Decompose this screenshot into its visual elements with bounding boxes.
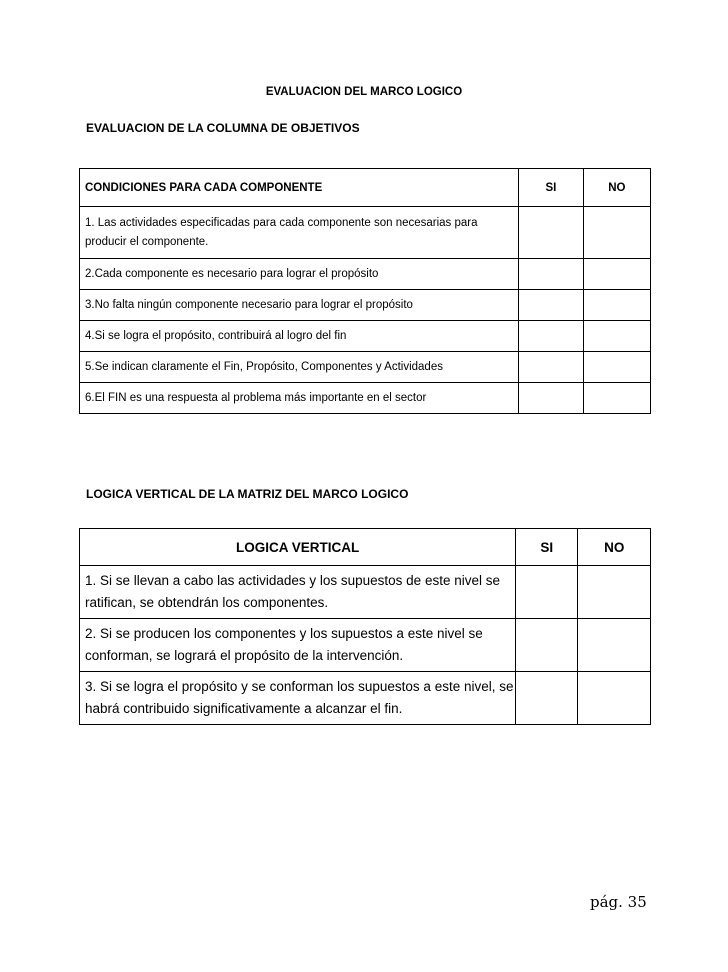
condition-text: 1. Las actividades especificadas para cada componente son necesarias para producir el componente. xyxy=(80,207,519,259)
si-cell[interactable] xyxy=(519,321,583,352)
table-header-row xyxy=(80,169,651,207)
si-cell[interactable] xyxy=(516,619,578,672)
table-header-row xyxy=(80,529,651,566)
table-row xyxy=(80,321,651,352)
logica-text: 3. Si se logra el propósito y se conforman los supuestos a este nivel, se habrá contribuido significativamente a alcanzar el fin. xyxy=(80,672,516,725)
table-row xyxy=(80,566,651,619)
section-title-objetivos: EVALUACION DE LA COLUMNA DE OBJETIVOS xyxy=(86,121,360,135)
table-row xyxy=(80,207,651,259)
no-cell[interactable] xyxy=(583,383,650,414)
si-cell[interactable] xyxy=(519,383,583,414)
no-cell[interactable] xyxy=(583,207,650,259)
si-cell[interactable] xyxy=(519,259,583,290)
column-header-si: SI xyxy=(519,169,583,207)
si-cell[interactable] xyxy=(519,352,583,383)
no-cell[interactable] xyxy=(578,672,651,725)
column-header-no: NO xyxy=(578,529,651,566)
document-title: EVALUACION DEL MARCO LOGICO xyxy=(265,86,463,98)
si-cell[interactable] xyxy=(516,566,578,619)
no-cell[interactable] xyxy=(583,290,650,321)
si-cell[interactable] xyxy=(519,207,583,259)
column-header-si: SI xyxy=(516,529,578,566)
page-number: pág. 35 xyxy=(590,893,647,911)
logica-text: 1. Si se llevan a cabo las actividades y los supuestos de este nivel se ratifican, se obtendrán los componentes. xyxy=(80,566,516,619)
condition-text: 2.Cada componente es necesario para lograr el propósito xyxy=(80,259,519,290)
section-title-logica-vertical: LOGICA VERTICAL DE LA MATRIZ DEL MARCO LOGICO xyxy=(86,487,409,501)
logica-vertical-table xyxy=(79,528,651,725)
condition-text: 4.Si se logra el propósito, contribuirá al logro del fin xyxy=(80,321,519,352)
no-cell[interactable] xyxy=(578,566,651,619)
condition-text: 6.El FIN es una respuesta al problema más importante en el sector xyxy=(80,383,519,414)
no-cell[interactable] xyxy=(578,619,651,672)
table-row xyxy=(80,352,651,383)
column-header-logica-vertical: LOGICA VERTICAL xyxy=(80,529,516,566)
table-row xyxy=(80,619,651,672)
no-cell[interactable] xyxy=(583,259,650,290)
si-cell[interactable] xyxy=(519,290,583,321)
column-header-condiciones: CONDICIONES PARA CADA COMPONENTE xyxy=(80,169,519,207)
si-cell[interactable] xyxy=(516,672,578,725)
table-row xyxy=(80,259,651,290)
logica-text: 2. Si se producen los componentes y los supuestos a este nivel se conforman, se logrará el propósito de la intervención. xyxy=(80,619,516,672)
conditions-table xyxy=(79,168,651,414)
no-cell[interactable] xyxy=(583,321,650,352)
table-row xyxy=(80,383,651,414)
condition-text: 3.No falta ningún componente necesario para lograr el propósito xyxy=(80,290,519,321)
condition-text: 5.Se indican claramente el Fin, Propósito, Componentes y Actividades xyxy=(80,352,519,383)
table-row xyxy=(80,672,651,725)
column-header-no: NO xyxy=(583,169,650,207)
no-cell[interactable] xyxy=(583,352,650,383)
table-row xyxy=(80,290,651,321)
